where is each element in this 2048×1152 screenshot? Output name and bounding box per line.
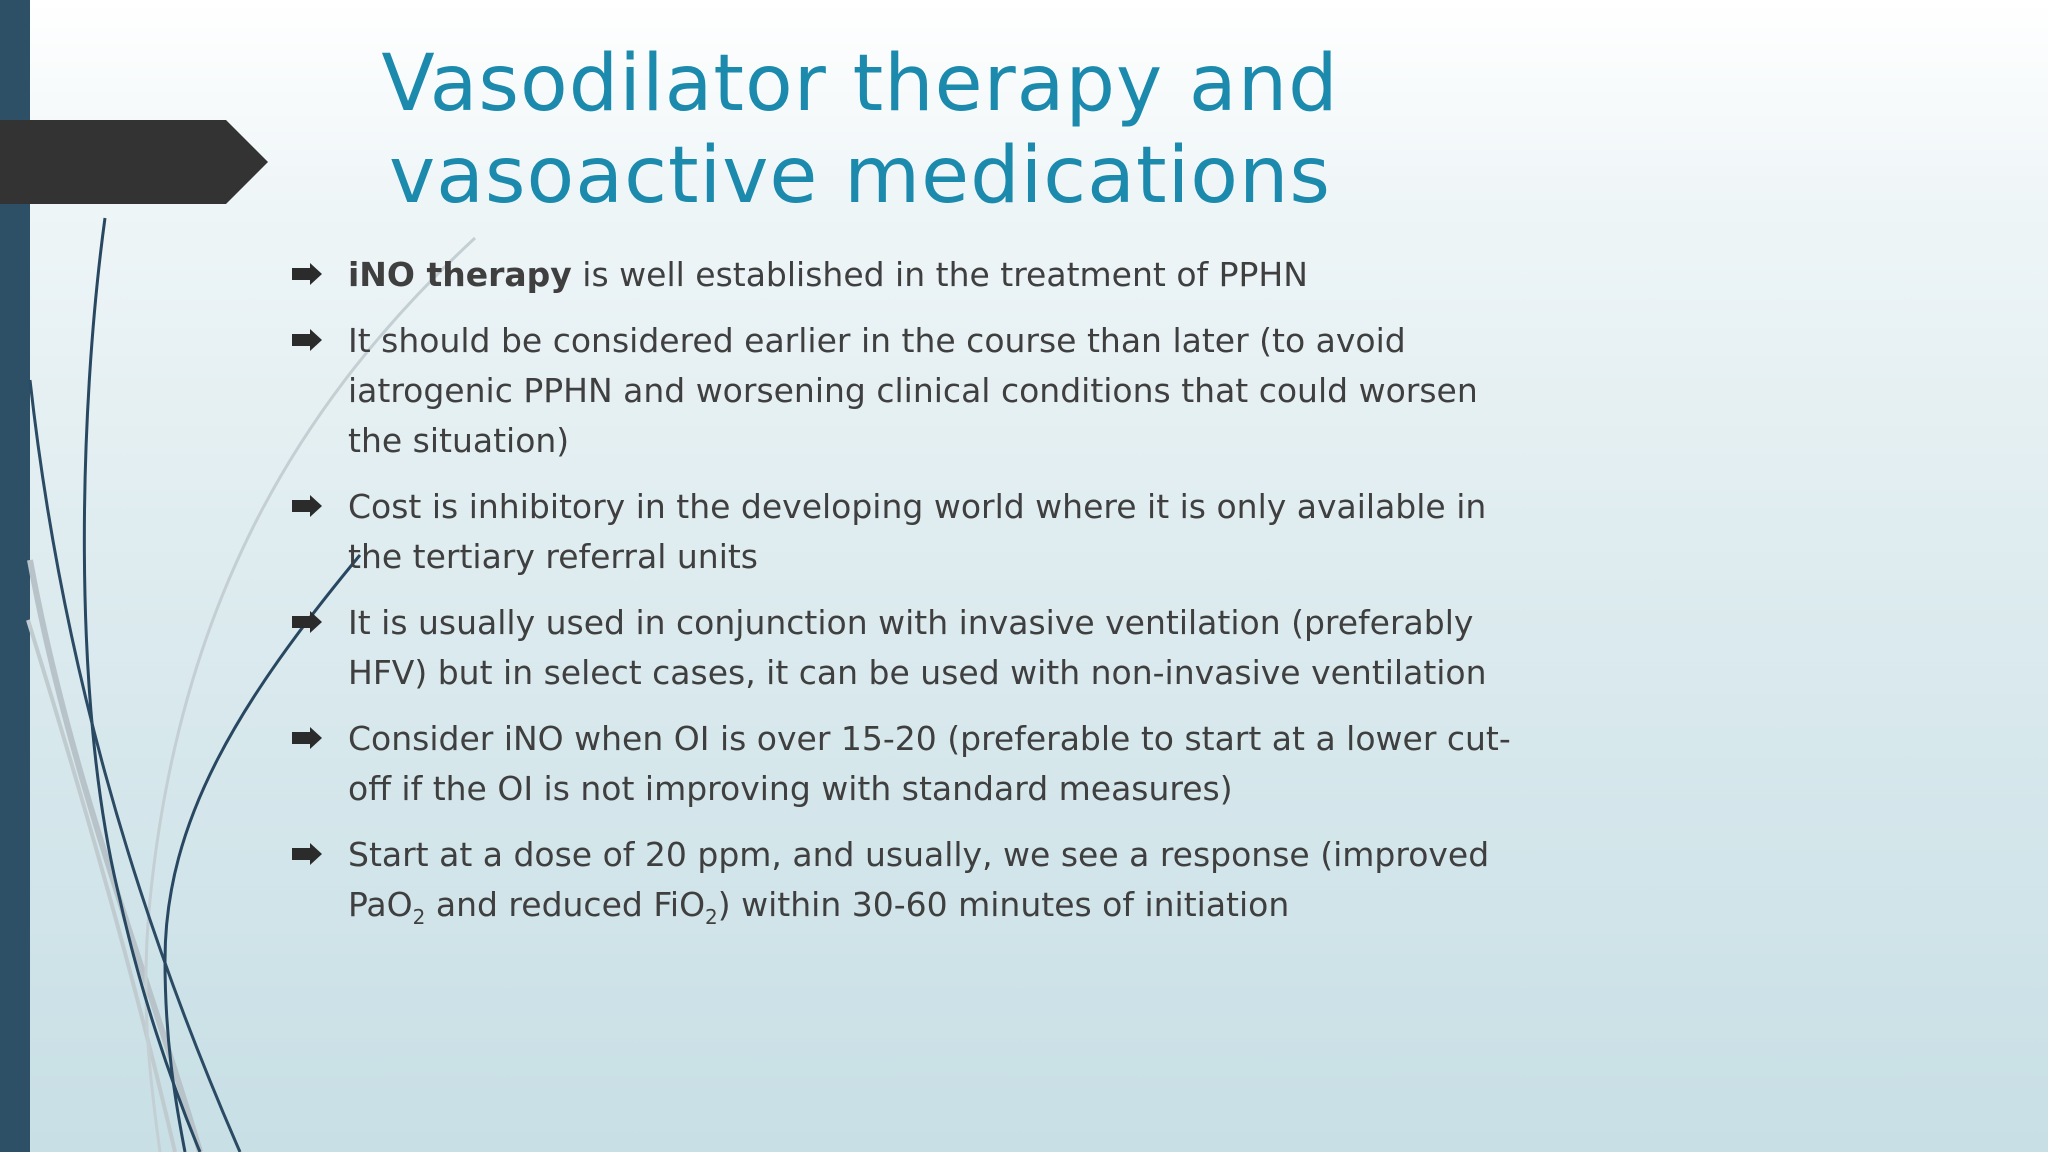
- title-line-2: vasoactive medications: [388, 131, 1332, 221]
- bullet-6-text-b: and reduced FiO: [425, 885, 706, 924]
- arrow-tab-shape: [0, 120, 268, 204]
- bullet-item-1: [290, 250, 1540, 300]
- right-arrow-bullet-icon: [292, 329, 322, 351]
- slide-title: [300, 38, 1420, 222]
- bullet-6-subscript-a: 2: [412, 905, 426, 929]
- title-line-1: Vasodilator therapy and: [381, 39, 1339, 129]
- bullet-list: [290, 250, 1540, 946]
- right-arrow-bullet-icon: [292, 843, 322, 865]
- decor-curve-dark-2: [30, 380, 240, 1152]
- bullet-3-text: Cost is inhibitory in the developing world where it is only available in the tertiary referral units: [348, 487, 1487, 576]
- decor-curve-light-1: [30, 560, 200, 1152]
- right-arrow-bullet-icon: [292, 727, 322, 749]
- bullet-item-6: [290, 830, 1540, 930]
- bullet-1-bold: iNO therapy: [348, 255, 572, 294]
- bullet-4-text: It is usually used in conjunction with invasive ventilation (preferably HFV) but in select cases, it can be used with non-invasive ventilation: [348, 603, 1487, 692]
- bullet-item-3: [290, 482, 1540, 582]
- bullet-6-text-a: Start at a dose of 20 ppm, and usually, we see a response (improved PaO: [348, 835, 1490, 924]
- right-arrow-bullet-icon: [292, 495, 322, 517]
- bullet-item-5: [290, 714, 1540, 814]
- bullet-6-subscript-b: 2: [705, 905, 718, 929]
- bullet-1-text: is well established in the treatment of PPHN: [571, 255, 1308, 294]
- right-arrow-bullet-icon: [292, 611, 322, 633]
- bullet-5-text: Consider iNO when OI is over 15-20 (preferable to start at a lower cut-off if the OI is not improving with standard measures): [348, 719, 1511, 808]
- bullet-6-text-c: ) within 30-60 minutes of initiation: [717, 885, 1290, 924]
- right-arrow-bullet-icon: [292, 263, 322, 285]
- bullet-2-text: It should be considered earlier in the course than later (to avoid iatrogenic PPHN and worsening clinical conditions that could worsen the situation): [348, 321, 1478, 460]
- bullet-item-2: [290, 316, 1540, 466]
- bullet-item-4: [290, 598, 1540, 698]
